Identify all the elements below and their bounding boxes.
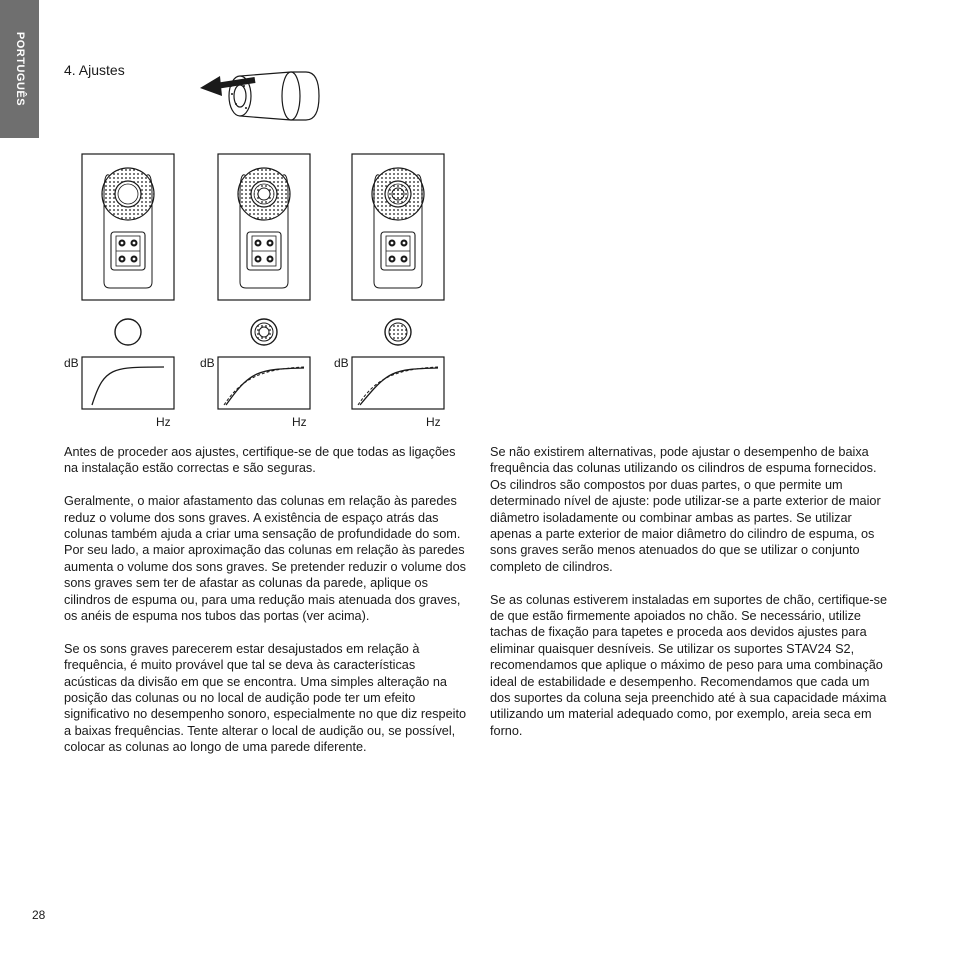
frequency-response-graph [200,356,310,429]
axis-x-label: Hz [156,415,171,429]
paragraph: Se as colunas estiverem instaladas em suportes de chão, certifique-se de que estão firmemente apoiados no chão. Se necessário, utilize tachas de fixação para tapetes e proceda aos devidos ajustes para eliminar quaisquer desníveis. Se utilizar os suportes STAV24 S2, recomendamos que aplique o máximo de peso para uma combinação ideal de estabilidade e desempenho. Recomendamos que cada um dos suportes da coluna seja preenchido até à sua capacidade máxima utilizando um material adequado como, por exemplo, areia seca em forno. [490,592,888,738]
axis-y-label: dB [200,356,215,370]
right-column [490,444,890,756]
foam-plug-top-view [115,319,141,345]
paragraph: Geralmente, o maior afastamento das colunas em relação às paredes reduz o volume dos sons graves. A existência de espaço atrás das colunas também ajuda a criar uma sensação de profundidade do som. Por seu lado, a maior aproximação das colunas em relação às paredes aumenta o volume dos sons graves. Se pretender reduzir o volume dos sons graves sem ter de afastar as colunas da parede, aplique os cilindros de espuma ou, para uma redução mais atenuada dos graves, os anéis de espuma nos tubos das portas (ver acima). [64,494,466,624]
paragraph: Se os sons graves parecerem estar desajustados em relação à frequência, é muito provável que tal se deva às características acústicas da divisão em que se encontra. Uma simples alteração na posição das colunas ou no local de audição pode ter um efeito significativo no desempenho sonoro, especialmente no que diz respeito a baixas frequências. Tente alterar o local de audição ou, se possível, colocar as colunas ao longo de uma parede diferente. [64,641,467,755]
axis-y-label: dB [334,356,349,370]
foam-plug-top-view [251,319,277,345]
paragraph: Antes de proceder aos ajustes, certifique-se de que todas as ligações na instalação estão correctas e são seguras. [64,445,456,476]
axis-y-label: dB [64,356,79,370]
port-adjustment-figure [0,0,954,440]
language-tab-label: PORTUGUÊS [13,31,26,107]
frequency-response-graph [334,356,444,429]
speaker-rear-panel [218,154,310,300]
section-title: 4. Ajustes [64,62,125,78]
axis-x-label: Hz [292,415,307,429]
left-column [64,444,469,772]
speaker-rear-panel [82,154,174,300]
foam-plug-top-view [385,319,411,345]
frequency-response-graph [64,356,174,429]
axis-x-label: Hz [426,415,441,429]
page-number: 28 [32,908,46,922]
speaker-rear-panel [352,154,444,300]
paragraph: Se não existirem alternativas, pode ajustar o desempenho de baixa frequência das colunas utilizando os cilindros de espuma fornecidos. Os cilindros são compostos por duas partes, o que permite um determinado nível de ajuste: pode utilizar-se a parte exterior de maior diâmetro isoladamente ou combinar ambas as partes. Se utilizar apenas a parte exterior de maior diâmetro do cilindro de espuma, os sons graves serão menos atenuados do que se utilizar o conjunto completo de cilindros. [490,445,881,574]
